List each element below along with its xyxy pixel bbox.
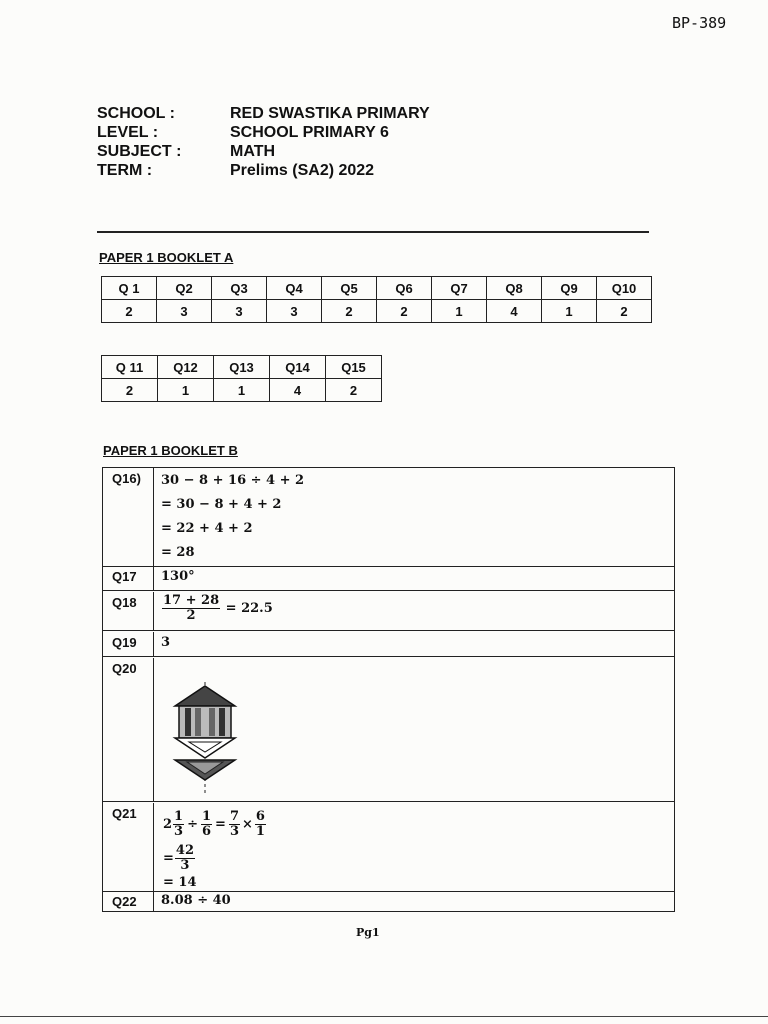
answer-cell: 1 [158, 379, 214, 402]
question-cell: Q6 [377, 277, 432, 300]
question-row [102, 356, 382, 379]
fraction [255, 810, 266, 839]
working-line [163, 841, 267, 875]
header-row-subject [97, 142, 430, 161]
fraction [173, 810, 184, 839]
fraction [175, 844, 195, 873]
question-label: Q18 [103, 592, 154, 630]
column-left [185, 708, 191, 736]
divide-sign: ÷ [187, 816, 198, 832]
question-cell: Q3 [212, 277, 267, 300]
answer-cell: 2 [377, 300, 432, 323]
answer-row [102, 379, 382, 402]
answer-cell: 3 [212, 300, 267, 323]
numerator: 42 [175, 842, 194, 858]
question-cell: Q9 [542, 277, 597, 300]
booklet-b-table [102, 467, 675, 912]
header-label: LEVEL : [97, 124, 159, 141]
q18-working [161, 594, 273, 623]
question-label: Q19 [103, 632, 154, 656]
question-cell: Q7 [432, 277, 487, 300]
numerator: 1 [202, 808, 212, 824]
question-label: Q21 [103, 803, 154, 891]
working-line [163, 807, 267, 841]
question-label: Q22 [103, 892, 154, 911]
times-sign: × [242, 816, 253, 832]
column-right [219, 708, 225, 736]
question-label: Q17 [103, 566, 154, 590]
denominator: 2 [186, 608, 196, 623]
denominator: 6 [202, 823, 212, 839]
question-cell: Q10 [597, 277, 652, 300]
roof-triangle [175, 686, 235, 706]
q16-working [161, 471, 304, 567]
q17-answer: 130° [161, 569, 195, 584]
question-cell: Q 11 [102, 356, 158, 379]
denominator: 3 [174, 823, 184, 839]
denominator: 1 [255, 823, 265, 839]
question-cell: Q4 [267, 277, 322, 300]
page-number: Pg1 [356, 926, 380, 939]
symmetric-figure-drawing [169, 680, 241, 798]
booklet-a-title: PAPER 1 BOOKLET A [99, 250, 234, 265]
question-cell: Q5 [322, 277, 377, 300]
question-row [102, 277, 652, 300]
question-cell: Q 1 [102, 277, 157, 300]
q22-answer: 8.08 ÷ 40 [161, 893, 231, 908]
answer-cell: 3 [267, 300, 322, 323]
header-value: Prelims (SA2) 2022 [230, 162, 375, 179]
answer-cell: 4 [270, 379, 326, 402]
header-row-level [97, 123, 430, 142]
whole-number: 2 [163, 816, 173, 832]
q19-row [103, 632, 674, 657]
document-code: BP-389 [672, 14, 727, 32]
answer-cell: 2 [326, 379, 382, 402]
answer-cell: 2 [322, 300, 377, 323]
question-cell: Q2 [157, 277, 212, 300]
question-cell: Q15 [326, 356, 382, 379]
denominator: 3 [229, 823, 239, 839]
question-label: Q16) [103, 468, 154, 566]
working-line: = 22 + 4 + 2 [161, 521, 253, 536]
fraction [229, 810, 240, 839]
equals-sign: = [215, 816, 226, 832]
answer-cell: 1 [432, 300, 487, 323]
header-value: RED SWASTIKA PRIMARY [230, 105, 430, 122]
q19-answer: 3 [161, 635, 171, 650]
q20-row [103, 658, 674, 802]
answer-cell: 1 [542, 300, 597, 323]
section-divider [97, 231, 649, 233]
answer-cell: 4 [487, 300, 542, 323]
denominator: 3 [180, 857, 190, 873]
header-row-term [97, 161, 430, 180]
q18-result: = 22.5 [225, 601, 273, 616]
q21-row [103, 803, 674, 892]
q16-row [103, 468, 674, 567]
question-label: Q20 [103, 658, 154, 801]
answer-cell: 2 [102, 300, 157, 323]
answer-row [102, 300, 652, 323]
q21-working [163, 807, 267, 893]
header-label: SUBJECT : [97, 143, 182, 160]
answer-cell: 2 [597, 300, 652, 323]
working-line: = 28 [161, 545, 195, 560]
fraction [162, 594, 220, 623]
booklet-a-table-2 [101, 355, 382, 402]
scan-edge-line [0, 1016, 768, 1017]
numerator: 6 [255, 808, 265, 824]
q18-row [103, 592, 674, 631]
answer-cell: 1 [214, 379, 270, 402]
answer-cell: 3 [157, 300, 212, 323]
header-label: TERM : [97, 162, 153, 179]
working-line: 30 − 8 + 16 ÷ 4 + 2 [161, 473, 305, 488]
column-mid-left [195, 708, 201, 736]
q22-row [103, 892, 674, 911]
working-line: = 30 − 8 + 4 + 2 [161, 497, 282, 512]
question-cell: Q13 [214, 356, 270, 379]
middle-triangle [175, 738, 235, 758]
header-value: SCHOOL PRIMARY 6 [230, 124, 389, 141]
working-line: = 14 [163, 875, 197, 890]
fraction [201, 810, 212, 839]
header-label: SCHOOL : [97, 105, 175, 122]
q17-row [103, 566, 674, 591]
numerator: 7 [229, 808, 239, 824]
booklet-b-title: PAPER 1 BOOKLET B [103, 443, 238, 458]
booklet-a-table-1 [101, 276, 652, 323]
header-row-school [97, 104, 430, 123]
question-cell: Q8 [487, 277, 542, 300]
numerator: 1 [174, 808, 184, 824]
question-cell: Q12 [158, 356, 214, 379]
numerator: 17 + 28 [163, 593, 220, 608]
header-value: MATH [230, 143, 276, 160]
equals-sign: = [163, 850, 174, 866]
column-mid-right [209, 708, 215, 736]
document-header [97, 104, 430, 180]
answer-cell: 2 [102, 379, 158, 402]
question-cell: Q14 [270, 356, 326, 379]
